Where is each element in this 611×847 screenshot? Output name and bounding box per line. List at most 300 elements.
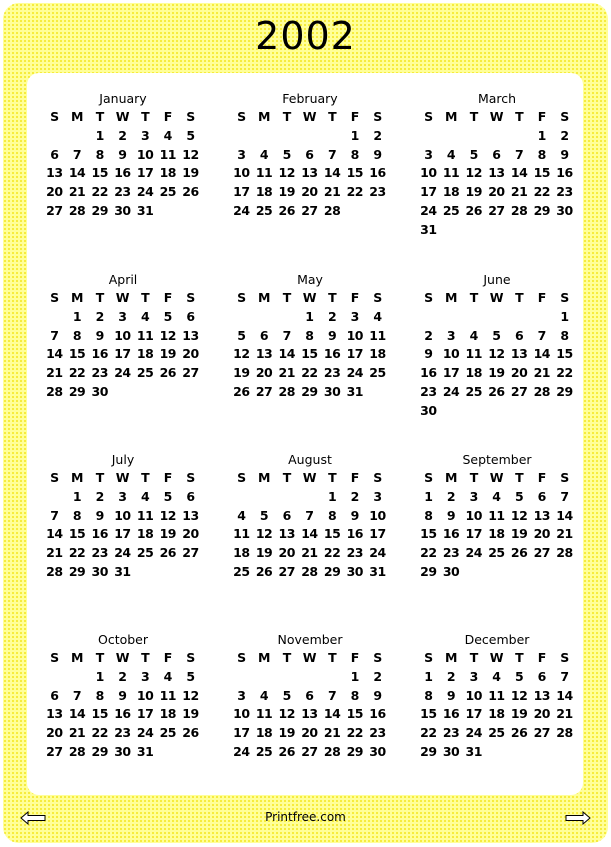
empty-cell [462, 127, 485, 146]
month-name: January [99, 91, 147, 106]
day-cell: 11 [159, 146, 176, 162]
weekday-label: T [141, 109, 150, 124]
day-cell: 3 [118, 488, 127, 504]
day-cell: 7 [282, 327, 291, 343]
weekday-label: S [373, 290, 382, 305]
day-cell: 3 [469, 668, 478, 684]
day-cell: 18 [233, 545, 250, 561]
empty-cell [530, 221, 553, 240]
week-row [417, 345, 577, 364]
day-cell: 6 [50, 146, 59, 162]
weekday-label: T [282, 290, 291, 305]
day-cell: 4 [237, 507, 246, 523]
month-august [230, 450, 390, 582]
empty-cell [43, 308, 66, 327]
weekday-label: S [373, 470, 382, 485]
day-cell: 25 [488, 725, 505, 741]
month-february [230, 89, 390, 221]
weekday-label: T [328, 290, 337, 305]
day-cell: 29 [556, 383, 573, 399]
empty-cell [156, 383, 179, 402]
day-cell: 1 [537, 127, 546, 143]
day-cell: 31 [114, 563, 131, 579]
week-row [230, 544, 390, 563]
weekday-label: W [302, 290, 317, 305]
weekday-label: M [258, 290, 270, 305]
weekday-label: S [560, 650, 569, 665]
day-cell: 1 [424, 488, 433, 504]
week-row [43, 724, 203, 743]
empty-cell [343, 202, 366, 221]
week-row [230, 364, 390, 383]
day-cell: 27 [301, 743, 318, 759]
weekday-label: M [258, 650, 270, 665]
day-cell: 29 [420, 563, 437, 579]
weekday-label: S [560, 109, 569, 124]
day-cell: 15 [68, 526, 86, 542]
day-cell: 28 [556, 725, 573, 741]
day-cell: 25 [159, 725, 176, 741]
weekday-label: T [95, 109, 104, 124]
empty-cell [485, 402, 508, 421]
day-cell: 20 [301, 184, 318, 200]
week-row [417, 507, 577, 526]
empty-cell [440, 402, 463, 421]
day-cell: 26 [510, 725, 528, 741]
day-cell: 24 [233, 202, 250, 218]
day-cell: 13 [533, 507, 550, 523]
day-cell: 13 [301, 165, 318, 181]
day-cell: 13 [510, 346, 528, 362]
day-cell: 18 [465, 365, 482, 381]
day-cell: 28 [323, 202, 341, 218]
day-cell: 15 [533, 165, 550, 181]
day-cell: 19 [182, 706, 199, 722]
day-cell: 20 [182, 346, 199, 362]
day-cell: 31 [369, 563, 386, 579]
day-cell: 19 [159, 526, 176, 542]
week-row [43, 525, 203, 544]
day-cell: 21 [301, 545, 318, 561]
day-cell: 5 [492, 327, 501, 343]
weekday-label: F [163, 470, 172, 485]
day-cell: 1 [72, 488, 82, 504]
weekday-label: M [258, 109, 270, 124]
week-row [43, 183, 203, 202]
week-row [230, 146, 390, 165]
weekday-label: W [115, 470, 130, 485]
day-cell: 5 [514, 668, 524, 684]
empty-cell [530, 563, 553, 582]
day-cell: 27 [533, 545, 550, 561]
day-cell: 15 [346, 165, 363, 181]
day-cell: 10 [114, 507, 131, 523]
empty-cell [553, 221, 576, 240]
month-name: September [462, 452, 532, 467]
weekday-label: W [489, 109, 504, 124]
day-cell: 24 [442, 383, 460, 399]
day-cell: 16 [442, 526, 460, 542]
day-cell: 24 [233, 743, 250, 759]
day-cell: 17 [369, 526, 386, 542]
day-cell: 14 [533, 346, 550, 362]
weekday-label: S [186, 470, 195, 485]
empty-cell [508, 308, 531, 327]
day-cell: 22 [346, 725, 363, 741]
day-cell: 19 [233, 365, 250, 381]
day-cell: 5 [186, 668, 195, 684]
day-cell: 22 [323, 545, 341, 561]
day-cell: 16 [323, 346, 341, 362]
day-cell: 8 [537, 146, 546, 162]
day-cell: 13 [46, 706, 63, 722]
weekday-label: W [489, 650, 504, 665]
week-row [417, 687, 577, 706]
weekday-label: F [163, 290, 172, 305]
week-row [230, 743, 390, 762]
day-cell: 3 [118, 308, 127, 324]
empty-cell [366, 202, 389, 221]
day-cell: 19 [255, 545, 273, 561]
day-cell: 6 [514, 327, 524, 343]
empty-cell [156, 743, 179, 762]
day-cell: 31 [136, 202, 154, 218]
empty-cell [417, 127, 440, 146]
weekday-header [417, 649, 577, 668]
day-cell: 3 [446, 327, 456, 343]
day-cell: 16 [91, 526, 108, 542]
day-cell: 23 [442, 545, 460, 561]
week-row [230, 563, 390, 582]
empty-cell [43, 488, 66, 507]
weekday-label: F [537, 290, 546, 305]
empty-cell [179, 743, 202, 762]
week-row [417, 488, 577, 507]
day-cell: 12 [510, 687, 528, 703]
day-cell: 11 [136, 507, 154, 523]
weekday-label: S [186, 650, 195, 665]
week-row [43, 507, 203, 526]
day-cell: 26 [159, 365, 176, 381]
day-cell: 25 [255, 202, 273, 218]
day-cell: 2 [424, 327, 433, 343]
day-cell: 23 [442, 725, 460, 741]
day-cell: 22 [346, 184, 363, 200]
day-cell: 17 [465, 526, 482, 542]
month-april [43, 270, 203, 402]
day-cell: 23 [91, 545, 108, 561]
day-cell: 19 [182, 165, 199, 181]
day-cell: 10 [420, 165, 437, 181]
day-cell: 9 [373, 687, 382, 703]
day-cell: 10 [465, 687, 482, 703]
day-cell: 9 [95, 327, 104, 343]
day-cell: 1 [424, 668, 433, 684]
day-cell: 11 [255, 706, 273, 722]
day-cell: 30 [369, 743, 386, 759]
day-cell: 20 [488, 184, 505, 200]
day-cell: 14 [323, 706, 341, 722]
day-cell: 26 [465, 202, 482, 218]
weekday-header [230, 469, 390, 488]
day-cell: 22 [68, 545, 86, 561]
day-cell: 29 [346, 743, 363, 759]
day-cell: 20 [46, 184, 63, 200]
day-cell: 26 [510, 545, 528, 561]
week-row [230, 724, 390, 743]
day-cell: 12 [159, 507, 176, 523]
day-cell: 2 [95, 488, 104, 504]
day-cell: 23 [420, 383, 437, 399]
day-cell: 9 [327, 327, 337, 343]
day-cell: 28 [301, 563, 318, 579]
day-cell: 28 [68, 743, 86, 759]
day-cell: 31 [346, 383, 363, 399]
day-cell: 25 [465, 383, 482, 399]
day-cell: 5 [282, 146, 291, 162]
day-cell: 17 [114, 526, 131, 542]
day-cell: 9 [118, 146, 127, 162]
month-may [230, 270, 390, 402]
day-cell: 22 [91, 725, 108, 741]
day-cell: 5 [163, 488, 172, 504]
day-cell: 12 [233, 346, 250, 362]
week-row [43, 127, 203, 146]
week-row [43, 563, 203, 582]
day-cell: 18 [488, 706, 505, 722]
weekday-label: W [302, 109, 317, 124]
weekday-header [43, 649, 203, 668]
week-row [417, 544, 577, 563]
day-cell: 29 [301, 383, 318, 399]
day-cell: 30 [346, 563, 363, 579]
day-cell: 10 [114, 327, 131, 343]
week-row [230, 127, 390, 146]
day-cell: 29 [91, 202, 108, 218]
day-cell: 12 [465, 165, 482, 181]
day-cell: 28 [278, 383, 295, 399]
day-cell: 22 [301, 365, 318, 381]
day-cell: 7 [72, 146, 82, 162]
day-cell: 27 [182, 365, 199, 381]
week-row [43, 308, 203, 327]
day-cell: 9 [118, 687, 127, 703]
weekday-label: M [71, 290, 83, 305]
week-row [43, 668, 203, 687]
day-cell: 24 [136, 184, 154, 200]
day-cell: 25 [442, 202, 460, 218]
day-cell: 16 [91, 346, 108, 362]
weekday-label: T [469, 650, 478, 665]
day-cell: 30 [420, 402, 437, 418]
day-cell: 30 [114, 743, 131, 759]
day-cell: 9 [424, 346, 433, 362]
day-cell: 2 [446, 488, 456, 504]
day-cell: 25 [159, 184, 176, 200]
site-link[interactable]: Printfree.com [265, 810, 346, 824]
month-name: December [464, 632, 530, 647]
day-cell: 15 [420, 526, 437, 542]
month-december [417, 630, 577, 762]
day-cell: 30 [556, 202, 573, 218]
day-cell: 16 [369, 706, 386, 722]
empty-cell [530, 308, 553, 327]
day-cell: 26 [278, 202, 295, 218]
empty-cell [462, 308, 485, 327]
empty-cell [156, 563, 179, 582]
empty-cell [230, 308, 253, 327]
day-cell: 18 [255, 184, 273, 200]
weekday-label: T [141, 290, 150, 305]
weekday-label: F [537, 109, 546, 124]
day-cell: 19 [278, 725, 295, 741]
day-cell: 17 [465, 706, 482, 722]
day-cell: 8 [95, 687, 104, 703]
day-cell: 26 [278, 743, 295, 759]
day-cell: 19 [465, 184, 482, 200]
empty-cell [230, 488, 253, 507]
day-cell: 14 [323, 165, 341, 181]
weekday-label: M [71, 470, 83, 485]
month-name: November [277, 632, 343, 647]
week-row [230, 668, 390, 687]
day-cell: 24 [420, 202, 437, 218]
weekday-label: W [115, 109, 130, 124]
weekday-label: M [445, 290, 457, 305]
day-cell: 1 [305, 308, 314, 324]
day-cell: 8 [424, 507, 433, 523]
month-june [417, 270, 577, 421]
day-cell: 7 [72, 687, 82, 703]
weekday-label: T [469, 470, 478, 485]
weekday-label: T [95, 650, 104, 665]
day-cell: 1 [95, 668, 104, 684]
weekday-header [43, 289, 203, 308]
day-cell: 21 [46, 365, 63, 381]
month-name: April [108, 272, 138, 287]
empty-cell [530, 743, 553, 762]
day-cell: 18 [136, 526, 154, 542]
day-cell: 9 [446, 687, 456, 703]
weekday-label: S [237, 470, 246, 485]
day-cell: 17 [136, 706, 154, 722]
weekday-label: T [282, 650, 291, 665]
day-cell: 26 [182, 184, 199, 200]
empty-cell [366, 383, 389, 402]
empty-cell [179, 563, 202, 582]
day-cell: 8 [72, 507, 82, 523]
day-cell: 15 [68, 346, 86, 362]
day-cell: 30 [323, 383, 341, 399]
weekday-label: S [560, 290, 569, 305]
day-cell: 22 [420, 545, 437, 561]
day-cell: 31 [420, 221, 437, 237]
day-cell: 4 [140, 488, 150, 504]
day-cell: 10 [369, 507, 386, 523]
weekday-label: S [424, 290, 433, 305]
day-cell: 13 [182, 327, 199, 343]
empty-cell [485, 743, 508, 762]
weekday-label: T [328, 109, 337, 124]
day-cell: 1 [327, 488, 337, 504]
day-cell: 11 [488, 507, 505, 523]
day-cell: 14 [68, 165, 86, 181]
weekday-label: T [515, 290, 524, 305]
day-cell: 4 [140, 308, 150, 324]
day-cell: 29 [420, 743, 437, 759]
empty-cell [43, 668, 66, 687]
empty-cell [111, 383, 134, 402]
empty-cell [275, 127, 298, 146]
week-row [43, 544, 203, 563]
day-cell: 21 [556, 526, 573, 542]
right-arrow-icon[interactable] [565, 811, 591, 825]
weekday-label: F [350, 470, 359, 485]
month-name: June [483, 272, 511, 287]
day-cell: 22 [91, 184, 108, 200]
day-cell: 23 [556, 184, 573, 200]
day-cell: 6 [537, 488, 546, 504]
day-cell: 28 [68, 202, 86, 218]
day-cell: 22 [68, 365, 86, 381]
empty-cell [230, 668, 253, 687]
day-cell: 24 [346, 365, 363, 381]
weekday-label: W [302, 650, 317, 665]
day-cell: 8 [95, 146, 104, 162]
empty-cell [179, 202, 202, 221]
day-cell: 7 [327, 687, 337, 703]
weekday-header [43, 108, 203, 127]
week-row [417, 202, 577, 221]
day-cell: 27 [278, 563, 295, 579]
day-cell: 11 [488, 687, 505, 703]
day-cell: 27 [488, 202, 505, 218]
day-cell: 2 [118, 127, 127, 143]
day-cell: 7 [50, 327, 59, 343]
day-cell: 19 [278, 184, 295, 200]
empty-cell [253, 668, 276, 687]
day-cell: 4 [446, 146, 456, 162]
day-cell: 6 [186, 488, 195, 504]
weekday-label: S [50, 470, 59, 485]
day-cell: 27 [301, 202, 318, 218]
weekday-label: F [537, 470, 546, 485]
day-cell: 12 [255, 526, 273, 542]
empty-cell [508, 402, 531, 421]
empty-cell [485, 308, 508, 327]
day-cell: 12 [278, 706, 295, 722]
day-cell: 21 [46, 545, 63, 561]
weekday-label: W [115, 290, 130, 305]
empty-cell [485, 563, 508, 582]
day-cell: 6 [537, 668, 546, 684]
day-cell: 8 [560, 327, 569, 343]
day-cell: 10 [233, 165, 250, 181]
empty-cell [417, 308, 440, 327]
weekday-label: F [350, 109, 359, 124]
day-cell: 29 [533, 202, 550, 218]
week-row [417, 164, 577, 183]
empty-cell [179, 383, 202, 402]
day-cell: 30 [91, 383, 108, 399]
day-cell: 2 [350, 488, 359, 504]
day-cell: 18 [488, 526, 505, 542]
day-cell: 23 [114, 184, 131, 200]
weekday-header [43, 469, 203, 488]
empty-cell [440, 308, 463, 327]
day-cell: 24 [114, 545, 131, 561]
weekday-label: W [115, 650, 130, 665]
